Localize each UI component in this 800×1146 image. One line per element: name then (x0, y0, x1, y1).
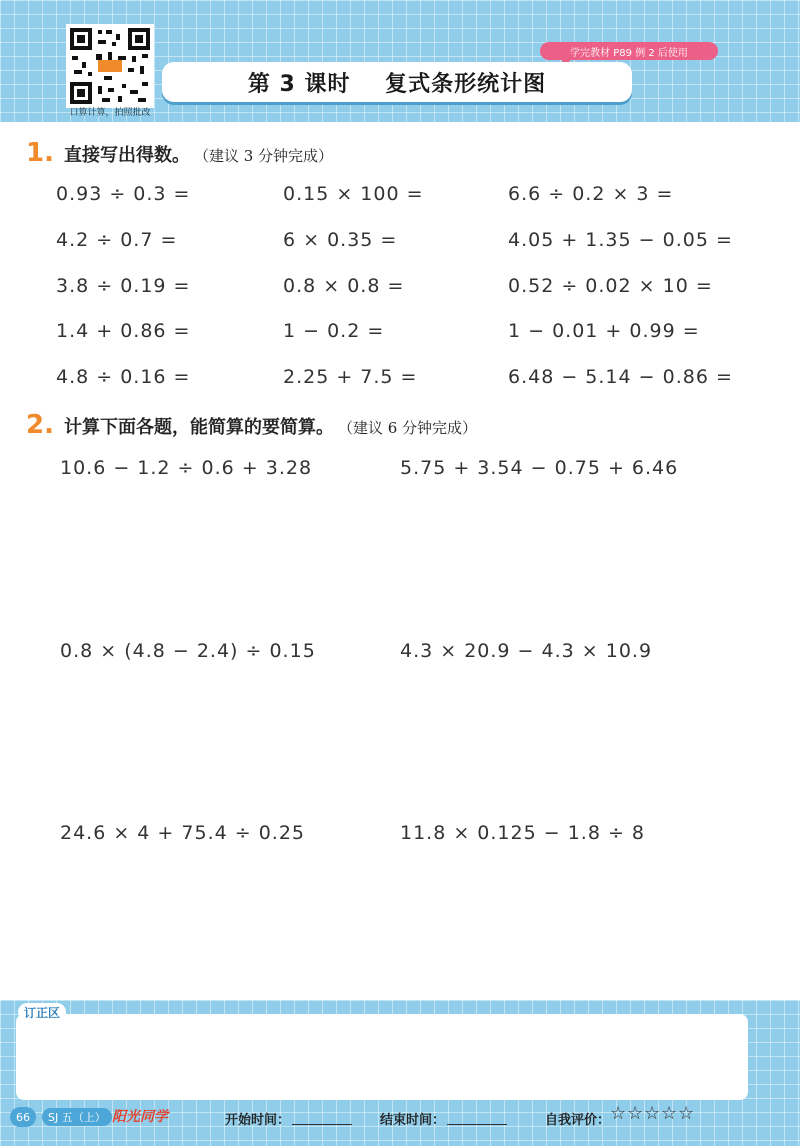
section2-number: 2. (26, 410, 54, 440)
oral-problem: 0.93 ÷ 0.3 = (56, 183, 191, 205)
start-time-field[interactable] (292, 1124, 352, 1125)
lesson-tag: 学完教材 P89 例 2 后使用 (540, 42, 718, 60)
oral-problem: 4.2 ÷ 0.7 = (56, 229, 178, 251)
rating-star-icon[interactable]: ☆ (644, 1103, 661, 1124)
oral-problem: 1 − 0.01 + 0.99 = (508, 320, 700, 342)
end-time-label: 结束时间： (380, 1113, 446, 1128)
rating-star-icon[interactable]: ☆ (627, 1103, 644, 1124)
correction-label: 订正区 (18, 1003, 66, 1021)
section2-heading (26, 410, 477, 440)
oral-problem: 6 × 0.35 = (283, 229, 398, 251)
oral-problem: 0.8 × 0.8 = (283, 275, 405, 297)
page-number: 66 (10, 1107, 36, 1127)
oral-problem: 6.6 ÷ 0.2 × 3 = (508, 183, 674, 205)
brand-logo: 阳光同学 (112, 1109, 168, 1125)
section1-title: 直接写出得数。 (63, 145, 190, 166)
title-bar (162, 62, 632, 102)
oral-problem: 3.8 ÷ 0.19 = (56, 275, 191, 297)
oral-problem: 1.4 + 0.86 = (56, 320, 191, 342)
oral-problem: 6.48 − 5.14 − 0.86 = (508, 366, 733, 388)
self-eval-label: 自我评价： (545, 1113, 611, 1128)
end-time-field[interactable] (447, 1124, 507, 1125)
oral-problem: 2.25 + 7.5 = (283, 366, 418, 388)
rating-star-icon[interactable]: ☆ (678, 1103, 695, 1124)
footer (0, 1104, 800, 1134)
rating-star-icon[interactable]: ☆ (661, 1103, 678, 1124)
calc-problem: 10.6 − 1.2 ÷ 0.6 + 3.28 (60, 457, 313, 479)
grade-badge: SJ 五（上） (42, 1108, 112, 1126)
calc-problem: 5.75 + 3.54 − 0.75 + 6.46 (400, 457, 679, 479)
section1-heading (26, 138, 333, 168)
calc-problem: 24.6 × 4 + 75.4 ÷ 0.25 (60, 822, 305, 844)
oral-problem: 4.05 + 1.35 − 0.05 = (508, 229, 733, 251)
calc-problem: 0.8 × (4.8 − 2.4) ÷ 0.15 (60, 640, 316, 662)
qr-caption: 口算计算，拍照批改 (69, 108, 151, 118)
section2-note: （建议 6 分钟完成） (337, 419, 478, 437)
rating-star-icon[interactable]: ☆ (610, 1103, 627, 1124)
oral-problem: 1 − 0.2 = (283, 320, 385, 342)
section1-number: 1. (26, 138, 54, 168)
qr-code[interactable] (66, 24, 154, 108)
page-title: 第 3 课时 复式条形统计图 (247, 71, 547, 97)
oral-problem: 0.52 ÷ 0.02 × 10 = (508, 275, 713, 297)
correction-area[interactable] (16, 1014, 748, 1100)
calc-problem: 4.3 × 20.9 − 4.3 × 10.9 (400, 640, 653, 662)
oral-problem: 4.8 ÷ 0.16 = (56, 366, 191, 388)
calc-problem: 11.8 × 0.125 − 1.8 ÷ 8 (400, 822, 645, 844)
section1-note: （建议 3 分钟完成） (193, 147, 334, 165)
oral-problem: 0.15 × 100 = (283, 183, 424, 205)
start-time-label: 开始时间： (225, 1113, 291, 1128)
section2-title: 计算下面各题，能简算的要简算。 (63, 417, 334, 438)
